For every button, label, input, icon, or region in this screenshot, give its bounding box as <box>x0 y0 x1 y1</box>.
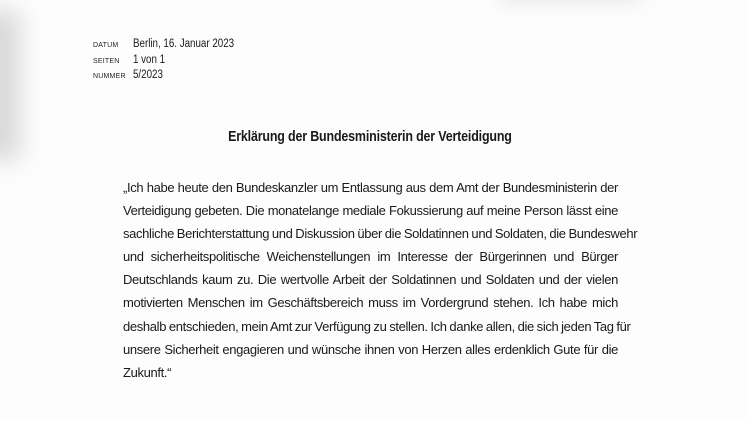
body-line: sachliche Berichterstattung und Diskussion über die Soldatinnen und Soldaten, die Bundeswehr <box>123 226 638 242</box>
body-line: „Ich habe heute den Bundeskanzler um Entlassung aus dem Amt der Bundesministerin der <box>123 180 618 195</box>
document-title-text: Erklärung der Bundesministerin der Verteidigung <box>228 129 512 145</box>
number-label: NUMMER <box>93 73 126 80</box>
body-line: und sicherheitspolitische Weichenstellungen im Interesse der Bürgerinnen und Bürger <box>123 249 618 265</box>
pages-value: 1 von 1 <box>133 53 166 66</box>
document-title <box>0 129 740 145</box>
body-line: deshalb entschieden, mein Amt zur Verfügung zu stellen. Ich danke allen, die sich jeden Tag für <box>123 318 631 334</box>
body-line: unsere Sicherheit engagieren und wünsche ihnen von Herzen alles erdenklich Gute für die <box>123 341 618 357</box>
body-line: motivierten Menschen im Geschäftsbereich muss im Vordergrund stehen. Ich habe mich <box>123 295 618 311</box>
pages-label: SEITEN <box>93 57 120 65</box>
number-value: 5/2023 <box>133 69 163 81</box>
body-line: Zukunft.“ <box>123 364 172 380</box>
date-row <box>93 38 252 54</box>
number-row <box>93 69 252 85</box>
statement-body <box>123 176 638 384</box>
body-line: Verteidigung gebeten. Die monatelange mediale Fokussierung auf meine Person lässt eine <box>123 203 618 219</box>
date-label: DATUM <box>93 42 119 49</box>
date-value: Berlin, 16. Januar 2023 <box>133 38 235 50</box>
document-metadata <box>93 38 252 85</box>
background-blur <box>500 0 640 2</box>
body-line: Deutschlands kaum zu. Die wertvolle Arbeit der Soldatinnen und Soldaten und der vielen <box>123 272 618 288</box>
pages-row <box>93 54 252 70</box>
